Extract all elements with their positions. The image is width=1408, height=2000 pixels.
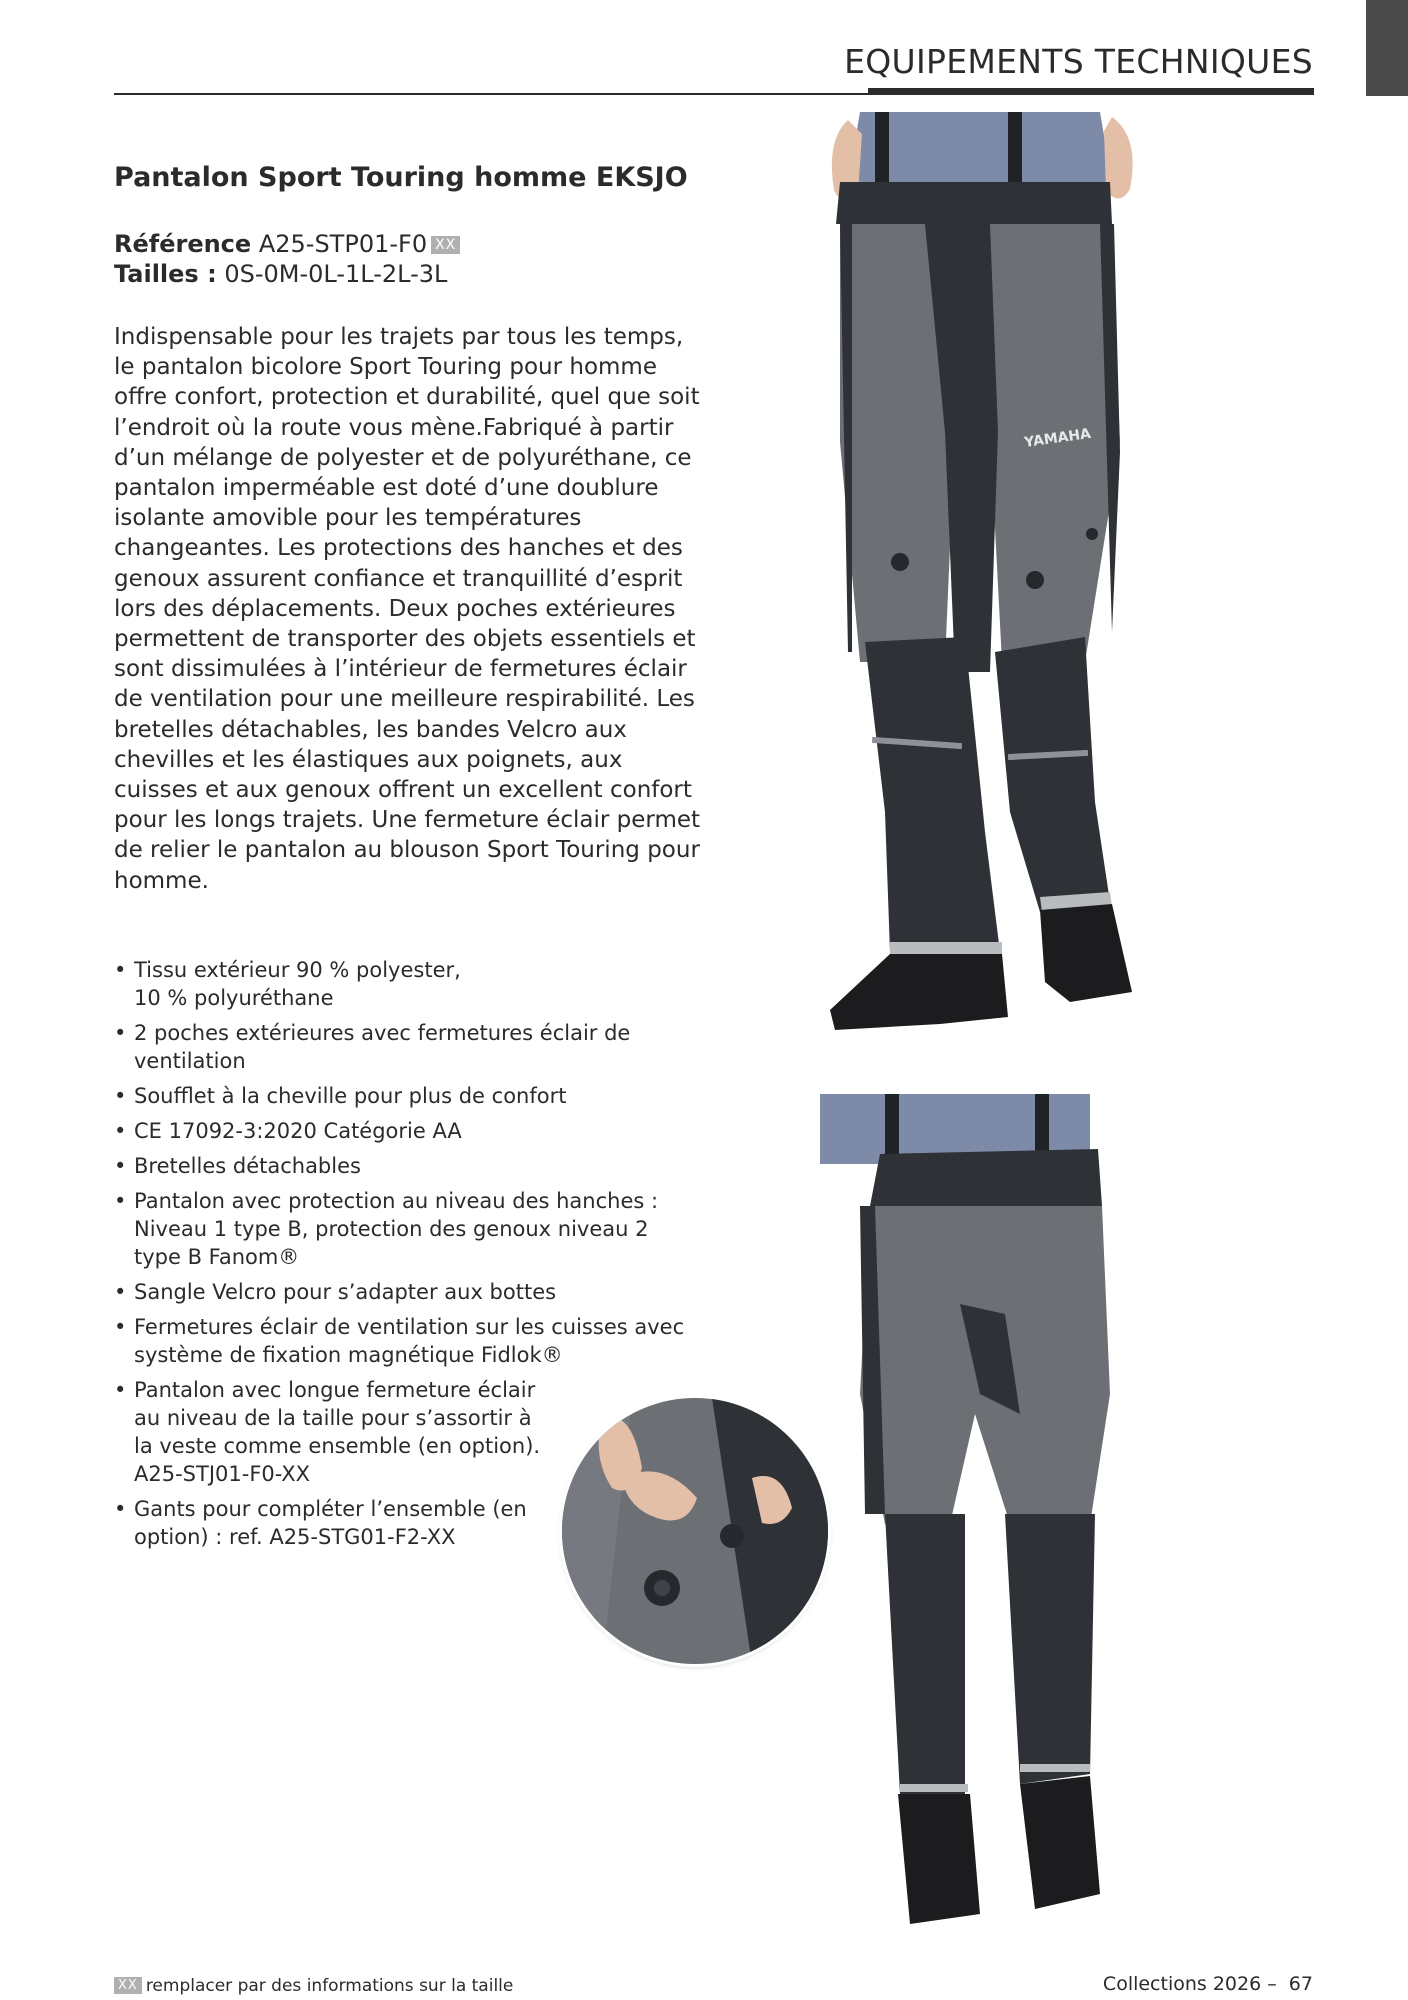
- feature-item: • Pantalon avec protection au niveau des hanches : Niveau 1 type B, protection des genoux niveau 2 type B Fanom®: [114, 1187, 674, 1271]
- brand-logo-text: YAMAHA: [1023, 425, 1092, 451]
- footer-note-text: remplacer par des informations sur la taille: [145, 1976, 514, 1996]
- magnetic-fastener-detail: [562, 1398, 828, 1664]
- product-photo-back: [790, 1094, 1140, 1934]
- sizes-label: Tailles :: [114, 260, 217, 288]
- reference-value: A25-STP01-F0: [258, 230, 428, 258]
- product-title: Pantalon Sport Touring homme EKSJO: [114, 162, 688, 193]
- reference-label: Référence: [114, 230, 252, 258]
- footer-badge: XX: [114, 1977, 142, 1994]
- product-photo-front: [740, 112, 1200, 1057]
- feature-item: • Fermetures éclair de ventilation sur les cuisses avec système de fixation magnétique Fidlok®: [114, 1313, 694, 1369]
- feature-item: • 2 poches extérieures avec fermetures éclair de ventilation: [114, 1019, 694, 1075]
- page-number: Collections 2026 – 67: [1102, 1973, 1313, 1995]
- pants-back-illustration: [790, 1094, 1140, 1934]
- product-description: Indispensable pour les trajets par tous les temps, le pantalon bicolore Sport Touring pour homme offre confort, protection et durabilité, quel que soit l’endroit où la route vous mène.Fabriqué à partir d’un mélange de polyester et de polyuréthane, ce pantalon imperméable est doté d’une doublure isolante amovible pour les températures changeantes. Les protections des hanches et des genoux assurent confiance et tranquillité d’esprit lors des déplacements. Deux poches extérieures permettent de transporter des objets essentiels et sont dissimulées à l’intérieur de fermetures éclair de ventilation pour une meilleure respirabilité. Les bretelles détachables, les bandes Velcro aux chevilles et les élastiques aux poignets, aux cuisses et aux genoux offrent un excellent confort pour les longs trajets. Une fermeture éclair permet de relier le pantalon au blouson Sport Touring pour homme.: [114, 324, 701, 894]
- sizes-line: [114, 260, 447, 288]
- reference-badge: XX: [431, 236, 460, 254]
- header-rule-accent: [868, 88, 1314, 95]
- feature-item: • Bretelles détachables: [114, 1152, 694, 1180]
- feature-item: • Gants pour compléter l’ensemble (en option) : ref. A25-STG01-F2-XX: [114, 1495, 544, 1551]
- sizes-value: 0S-0M-0L-1L-2L-3L: [224, 260, 448, 288]
- pants-front-illustration: [740, 112, 1200, 1057]
- detail-photo-circle: [562, 1398, 828, 1664]
- section-tab: [1366, 0, 1408, 96]
- feature-item: • Sangle Velcro pour s’adapter aux bottes: [114, 1278, 694, 1306]
- feature-item: • Soufflet à la cheville pour plus de confort: [114, 1082, 694, 1110]
- feature-item: • Pantalon avec longue fermeture éclair au niveau de la taille pour s’assortir à la veste comme ensemble (en option). A25-STJ01-F0-XX: [114, 1376, 544, 1488]
- feature-item: • Tissu extérieur 90 % polyester, 10 % polyuréthane: [114, 956, 694, 1012]
- footer-note: [114, 1976, 513, 1996]
- reference-line: [114, 230, 460, 258]
- section-title: EQUIPEMENTS TECHNIQUES: [844, 42, 1313, 81]
- feature-item: • CE 17092-3:2020 Catégorie AA: [114, 1117, 694, 1145]
